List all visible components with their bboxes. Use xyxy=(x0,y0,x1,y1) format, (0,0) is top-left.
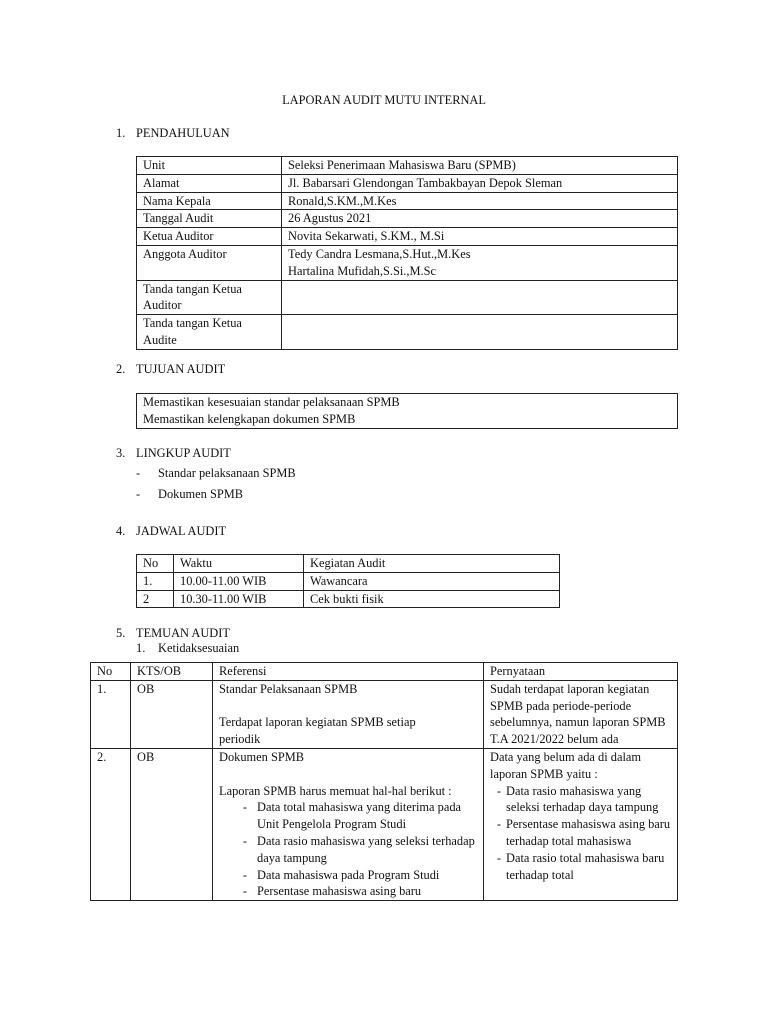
table-row xyxy=(137,192,678,210)
table-cell: 2 xyxy=(137,590,174,608)
info-label xyxy=(137,280,282,315)
column-header: KTS/OB xyxy=(131,663,213,681)
list-item xyxy=(136,463,296,484)
reference-title: Dokumen SPMB xyxy=(219,749,305,764)
list-item: - Data rasio mahasiswa yang seleksi terhadap daya tampung xyxy=(233,833,477,867)
scope-list xyxy=(136,463,296,505)
auditor-member-1: Tedy Candra Lesmana,S.Hut.,M.Kes xyxy=(288,246,471,261)
table-row xyxy=(91,748,678,900)
table-cell: 10.00-11.00 WIB xyxy=(174,572,304,590)
section-number: 2. xyxy=(116,362,126,376)
subsection-heading xyxy=(136,641,239,656)
section-label: JADWAL AUDIT xyxy=(136,524,227,538)
table-cell: 1. xyxy=(137,572,174,590)
table-row xyxy=(137,174,678,192)
info-value xyxy=(282,245,678,280)
finding-reference xyxy=(213,748,484,900)
info-value: 26 Agustus 2021 xyxy=(282,210,678,228)
list-item-text: Data total mahasiswa yang diterima pada Unit Pengelola Program Studi xyxy=(257,800,462,832)
section-heading-jadwal xyxy=(116,524,226,539)
statement-item-list xyxy=(490,783,671,884)
signature-label-line1: Tanda tangan Ketua xyxy=(143,316,242,331)
section-heading-pendahuluan xyxy=(116,126,230,141)
section-number: 1. xyxy=(116,126,126,140)
reference-body: Terdapat laporan kegiatan SPMB setiap periodik xyxy=(219,715,416,747)
dash-bullet: - xyxy=(136,466,141,480)
list-item: - Persentase mahasiswa asing baru xyxy=(242,884,422,899)
column-header: Waktu xyxy=(174,555,304,573)
reference-body: Laporan SPMB harus memuat hal-hal berikut : xyxy=(219,783,452,798)
table-row xyxy=(137,157,678,175)
list-item-text: Dokumen SPMB xyxy=(158,487,244,501)
finding-type: OB xyxy=(131,748,213,900)
section-label: TUJUAN AUDIT xyxy=(136,362,226,376)
reference-item-list xyxy=(219,799,477,900)
list-item-text: Persentase mahasiswa asing baru terhadap total mahasiswa xyxy=(506,817,671,848)
info-label: Unit xyxy=(137,157,282,175)
list-item: - Data rasio total mahasiswa baru terhadap total xyxy=(492,850,671,884)
table-row xyxy=(137,210,678,228)
list-item-text: Data rasio mahasiswa yang seleksi terhadap daya tampung xyxy=(506,783,659,815)
reference-title: Standar Pelaksanaan SPMB xyxy=(219,681,358,696)
list-item: - Persentase mahasiswa asing baru terhadap total mahasiswa xyxy=(496,817,671,848)
section-heading-temuan xyxy=(116,626,230,641)
section-heading-tujuan xyxy=(116,362,225,377)
table-row xyxy=(137,245,678,280)
finding-number: 2. xyxy=(91,748,131,900)
signature-label-line2: Audite xyxy=(143,332,177,347)
table-header-row xyxy=(91,663,678,681)
column-header: No xyxy=(91,663,131,681)
objective-item: Memastikan kesesuaian standar pelaksanaan SPMB xyxy=(143,395,400,409)
table-row xyxy=(137,590,560,608)
statement-intro: Data yang belum ada di dalam laporan SPMB yaitu : xyxy=(490,749,642,781)
findings-table xyxy=(90,662,678,901)
schedule-table xyxy=(136,554,560,608)
info-label xyxy=(137,315,282,350)
subsection-number: 1. xyxy=(136,641,146,655)
info-label: Tanggal Audit xyxy=(137,210,282,228)
column-header: No xyxy=(137,555,174,573)
list-item-text: Data mahasiswa pada Program Studi xyxy=(257,867,440,882)
section-number: 3. xyxy=(116,446,126,460)
list-item xyxy=(136,484,296,505)
info-label: Alamat xyxy=(137,174,282,192)
table-cell: Wawancara xyxy=(304,572,560,590)
info-value: Jl. Babarsari Glendongan Tambakbayan Depok Sleman xyxy=(282,174,678,192)
subsection-label: Ketidaksesuaian xyxy=(158,641,240,655)
finding-statement: Sudah terdapat laporan kegiatan SPMB pada periode-periode sebelumnya, namun laporan SPMB T.A 2021/2022 belum ada xyxy=(484,680,678,748)
list-item-text: Data rasio mahasiswa yang seleksi terhadap daya tampung xyxy=(257,833,475,865)
table-header-row xyxy=(137,555,560,573)
info-label: Nama Kepala xyxy=(137,192,282,210)
document-title: LAPORAN AUDIT MUTU INTERNAL xyxy=(282,93,486,107)
list-item-text: Data rasio total mahasiswa baru terhadap total xyxy=(506,850,665,882)
table-row xyxy=(137,280,678,315)
objective-list xyxy=(137,394,678,429)
table-row xyxy=(137,572,560,590)
signature-field-auditor xyxy=(282,280,678,315)
list-item-text: Persentase mahasiswa asing baru xyxy=(257,884,422,899)
table-row xyxy=(137,315,678,350)
list-item: - Data mahasiswa pada Program Studi xyxy=(242,867,440,882)
objective-item: Memastikan kelengkapan dokumen SPMB xyxy=(143,411,356,426)
info-label: Anggota Auditor xyxy=(137,245,282,280)
column-header: Kegiatan Audit xyxy=(304,555,560,573)
signature-field-audite xyxy=(282,315,678,350)
unit-info-table xyxy=(136,156,678,350)
finding-statement xyxy=(484,748,678,900)
finding-type: OB xyxy=(131,680,213,748)
signature-label-line1: Tanda tangan Ketua xyxy=(143,281,242,296)
signature-label-line2: Auditor xyxy=(143,298,182,313)
list-item-text: Standar pelaksanaan SPMB xyxy=(158,466,296,480)
section-label: LINGKUP AUDIT xyxy=(136,446,231,460)
dash-bullet: - xyxy=(136,487,141,501)
table-cell: 10.30-11.00 WIB xyxy=(174,590,304,608)
info-value: Ronald,S.KM.,M.Kes xyxy=(282,192,678,210)
column-header: Pernyataan xyxy=(484,663,678,681)
table-row xyxy=(137,228,678,246)
table-cell: Cek bukti fisik xyxy=(304,590,560,608)
section-label: TEMUAN AUDIT xyxy=(136,626,230,640)
info-label: Ketua Auditor xyxy=(137,228,282,246)
info-value: Seleksi Penerimaan Mahasiswa Baru (SPMB) xyxy=(282,157,678,175)
auditor-member-2: Hartalina Mufidah,S.Si.,M.Sc xyxy=(288,263,436,278)
table-row xyxy=(91,680,678,748)
section-label: PENDAHULUAN xyxy=(136,126,230,140)
column-header: Referensi xyxy=(213,663,484,681)
objective-box xyxy=(136,393,678,429)
info-value: Novita Sekarwati, S.KM., M.Si xyxy=(282,228,678,246)
list-item: - Data rasio mahasiswa yang seleksi terhadap daya tampung xyxy=(492,783,671,817)
section-number: 4. xyxy=(116,524,126,538)
list-item: - Data total mahasiswa yang diterima pada Unit Pengelola Program Studi xyxy=(233,799,477,833)
section-number: 5. xyxy=(116,626,126,640)
finding-number: 1. xyxy=(91,680,131,748)
section-heading-lingkup xyxy=(116,446,231,461)
finding-reference xyxy=(213,680,484,748)
